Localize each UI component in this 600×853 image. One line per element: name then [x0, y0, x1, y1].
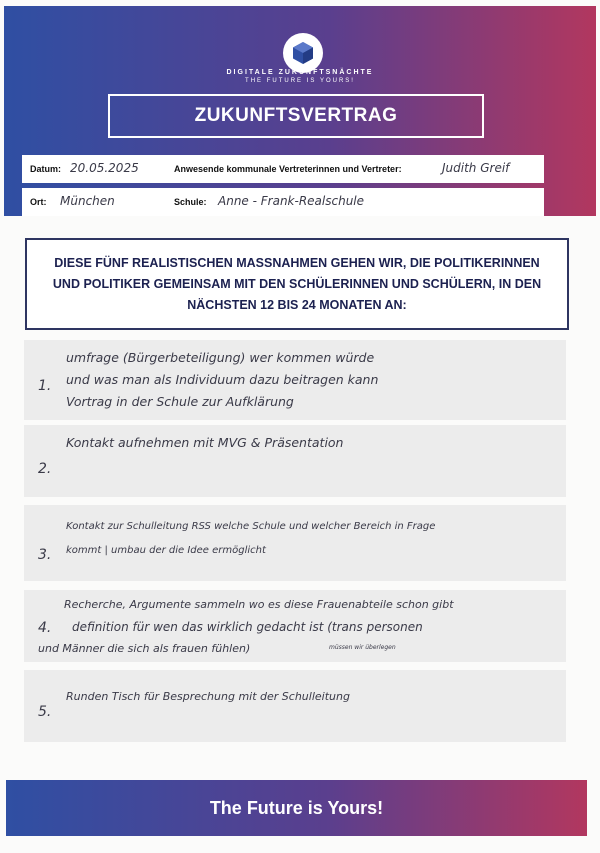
- measure-item-1: [24, 340, 566, 420]
- footer-slogan: The Future is Yours!: [209, 797, 384, 818]
- measure-line: Runden Tisch für Besprechung mit der Schulleitung: [66, 690, 350, 703]
- brand-tagline: THE FUTURE IS YOURS!: [245, 78, 355, 84]
- measure-line: und was man als Individuum dazu beitragen kann: [66, 372, 379, 387]
- place-value: München: [60, 194, 115, 208]
- measure-line: Vortrag in der Schule zur Aufklärung: [66, 394, 294, 409]
- measure-number: 4.: [38, 620, 52, 636]
- school-value: Anne - Frank-Realschule: [218, 194, 365, 208]
- measure-note: müssen wir überlegen: [329, 644, 396, 651]
- measure-line: Kontakt zur Schulleitung RSS welche Schule und welcher Bereich in Frage: [66, 521, 436, 532]
- hexagon-cube-icon: [291, 41, 315, 65]
- header-banner: [4, 6, 596, 216]
- logo: [283, 33, 323, 73]
- measure-number: 2.: [38, 461, 52, 477]
- page-title-text: ZUKUNFTSVERTRAG: [194, 105, 398, 126]
- measure-number: 1.: [38, 378, 52, 394]
- brand-name: DIGITALE ZUKUNFTSNÄCHTE: [226, 69, 374, 76]
- page-title: [108, 94, 484, 138]
- measure-line: Kontakt aufnehmen mit MVG & Präsentation: [66, 435, 344, 450]
- commitment-statement: [25, 238, 569, 330]
- footer-banner: [6, 780, 587, 836]
- measure-line: Recherche, Argumente sammeln wo es diese Frauenabteile schon gibt: [64, 598, 454, 611]
- info-row-place: [22, 188, 544, 216]
- measure-item-5: [24, 670, 566, 742]
- date-value: 20.05.2025: [70, 161, 139, 175]
- representatives-value: Judith Greif: [442, 161, 510, 175]
- measure-item-3: [24, 505, 566, 581]
- place-label: Ort:: [30, 197, 47, 207]
- info-row-date: [22, 155, 544, 183]
- measure-line: definition für wen das wirklich gedacht ist (trans personen: [72, 620, 423, 634]
- school-label: Schule:: [174, 197, 207, 207]
- measure-line: umfrage (Bürgerbeteiligung) wer kommen würde: [66, 350, 375, 365]
- measure-item-2: [24, 425, 566, 497]
- measure-line: kommt | umbau der die Idee ermöglicht: [66, 545, 266, 556]
- measure-number: 5.: [38, 704, 52, 720]
- measure-item-4: [24, 590, 566, 662]
- representatives-label: Anwesende kommunale Vertreterinnen und Vertreter:: [174, 164, 402, 174]
- measure-line: und Männer die sich als frauen fühlen): [38, 642, 251, 655]
- commitment-text: DIESE FÜNF REALISTISCHEN MASSNAHMEN GEHEN WIR, DIE POLITIKERINNEN UND POLITIKER GEMEINSAM MIT DEN SCHÜLERINNEN UND SCHÜLERN, IN DEN NÄCHSTEN 12 BIS 24 MONATEN AN:: [52, 255, 542, 312]
- measure-number: 3.: [38, 547, 52, 563]
- date-label: Datum:: [30, 164, 61, 174]
